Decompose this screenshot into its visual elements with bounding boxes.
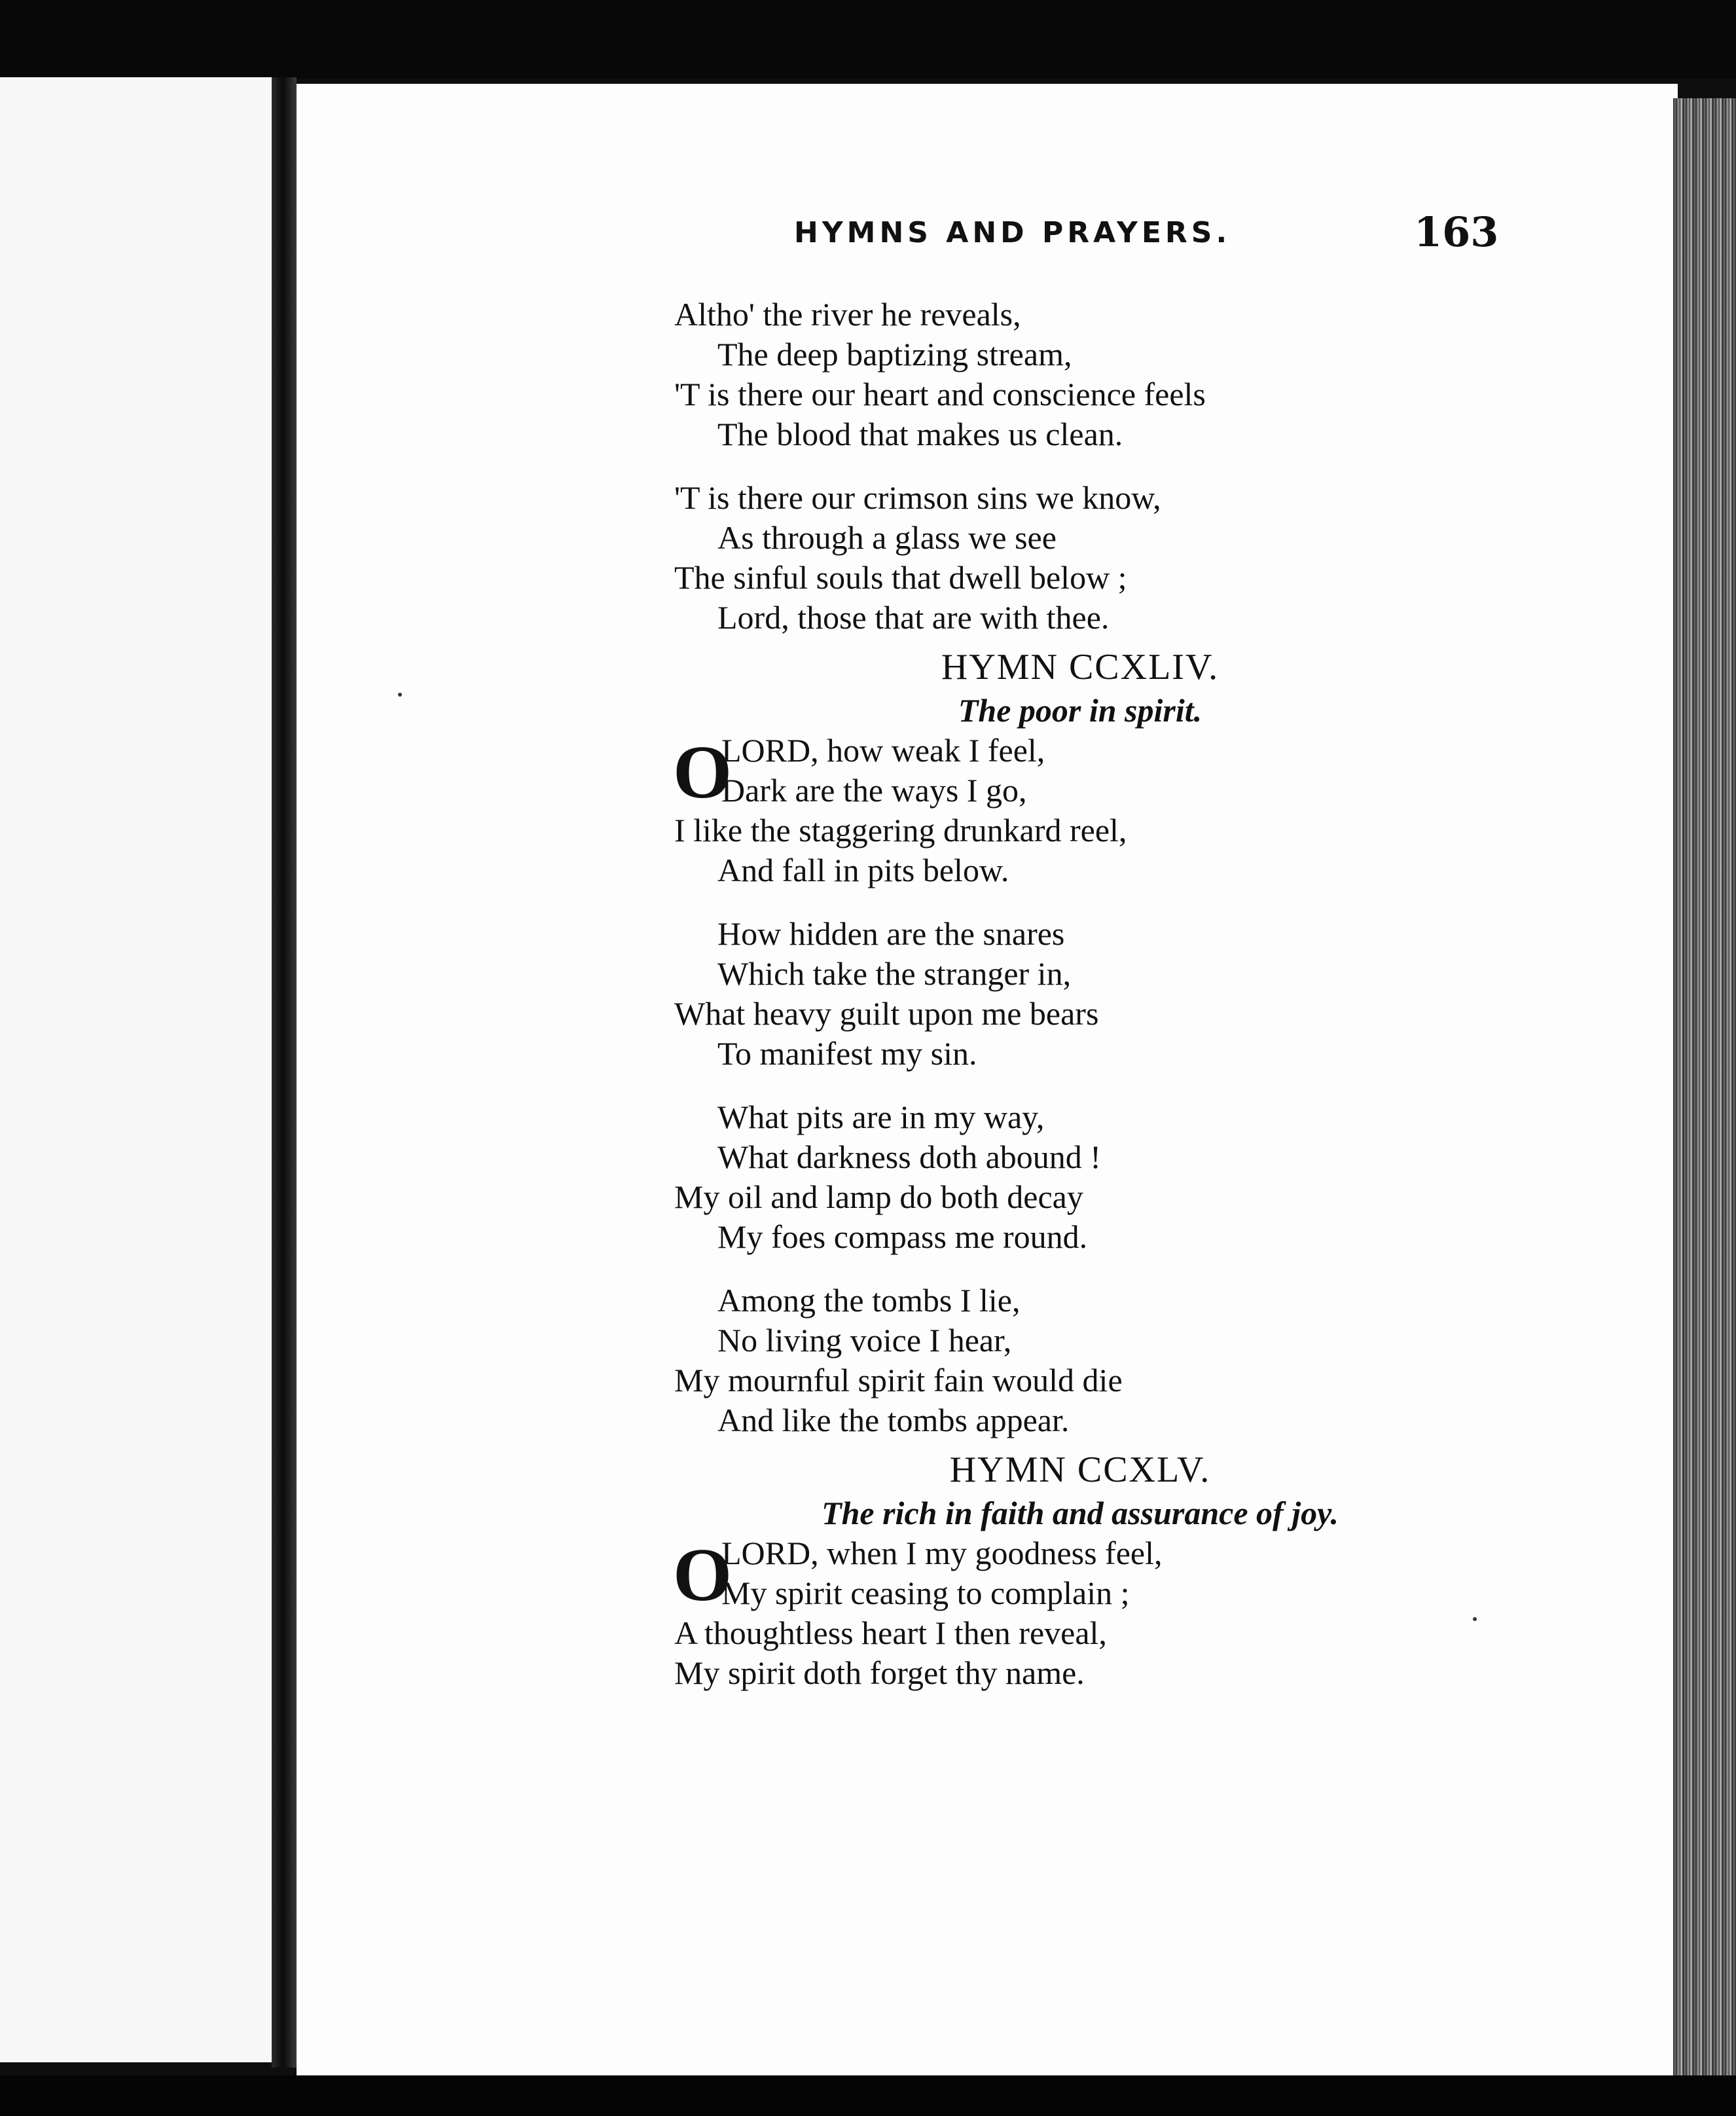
verse-line: To manifest my sin. — [717, 1035, 977, 1072]
verse-line: Among the tombs I lie, — [717, 1282, 1021, 1319]
verse-line: My spirit ceasing to complain ; — [721, 1575, 1130, 1611]
stanza — [674, 478, 1447, 638]
verse-line: How hidden are the snares — [717, 915, 1065, 952]
running-header: HYMNS AND PRAYERS. — [794, 216, 1231, 249]
hymn-subtitle: The rich in faith and assurance of joy. — [822, 1495, 1339, 1531]
verse-line: Which take the stranger in, — [717, 955, 1072, 992]
page-edges — [1673, 98, 1736, 2082]
hymn-title: HYMN CCXLIV. — [941, 647, 1220, 687]
verse-line: My spirit doth forget thy name. — [674, 1654, 1085, 1691]
verse-line: My mournful spirit fain would die — [674, 1362, 1123, 1398]
stanza — [674, 295, 1447, 454]
verse-line: Lord, those that are with thee. — [717, 599, 1110, 636]
verse-line: A thoughtless heart I then reveal, — [674, 1614, 1107, 1651]
verse-line: And fall in pits below. — [717, 852, 1009, 888]
left-page — [0, 77, 272, 2062]
verse-line: No living voice I hear, — [717, 1322, 1012, 1359]
hymn-text — [674, 295, 1447, 1717]
verse-line: What heavy guilt upon me bears — [674, 995, 1099, 1032]
speck — [1473, 1617, 1477, 1621]
verse-line: My foes compass me round. — [717, 1218, 1088, 1255]
verse-line: The blood that makes us clean. — [717, 416, 1123, 452]
hymn-title: HYMN CCXLV. — [949, 1450, 1211, 1490]
scan-top-border — [0, 0, 1736, 79]
book-gutter — [272, 77, 297, 2068]
dropcap-lines — [673, 731, 1447, 814]
verse-line: Altho' the river he reveals, — [674, 296, 1021, 333]
verse-line: The sinful souls that dwell below ; — [674, 559, 1127, 596]
verse-line: Dark are the ways I go, — [721, 772, 1027, 809]
drop-cap: O — [673, 1533, 732, 1617]
hymn-subtitle: The poor in spirit. — [958, 692, 1203, 729]
stanza — [674, 914, 1447, 1074]
verse-line: My oil and lamp do both decay — [674, 1178, 1083, 1215]
verse-line: I like the staggering drunkard reel, — [674, 812, 1127, 848]
stanza — [674, 731, 1447, 890]
scan-bottom-border — [0, 2075, 1736, 2116]
verse-line: 'T is there our crimson sins we know, — [674, 479, 1161, 516]
speck — [398, 693, 402, 697]
page-number: 163 — [1414, 208, 1499, 256]
verse-line: What pits are in my way, — [717, 1099, 1045, 1135]
drop-cap: O — [673, 731, 732, 814]
stanza — [674, 1097, 1447, 1257]
dropcap-lines — [673, 1533, 1447, 1617]
verse-line: LORD, when I my goodness feel, — [721, 1535, 1163, 1571]
verse-line: And like the tombs appear. — [717, 1402, 1070, 1438]
verse-line: LORD, how weak I feel, — [721, 732, 1045, 769]
verse-line: As through a glass we see — [717, 519, 1057, 556]
stanza — [674, 1533, 1447, 1693]
stanza — [674, 1281, 1447, 1440]
verse-line: The deep baptizing stream, — [717, 336, 1072, 373]
verse-line: What darkness doth abound ! — [717, 1139, 1101, 1175]
verse-line: 'T is there our heart and conscience feels — [674, 376, 1206, 412]
